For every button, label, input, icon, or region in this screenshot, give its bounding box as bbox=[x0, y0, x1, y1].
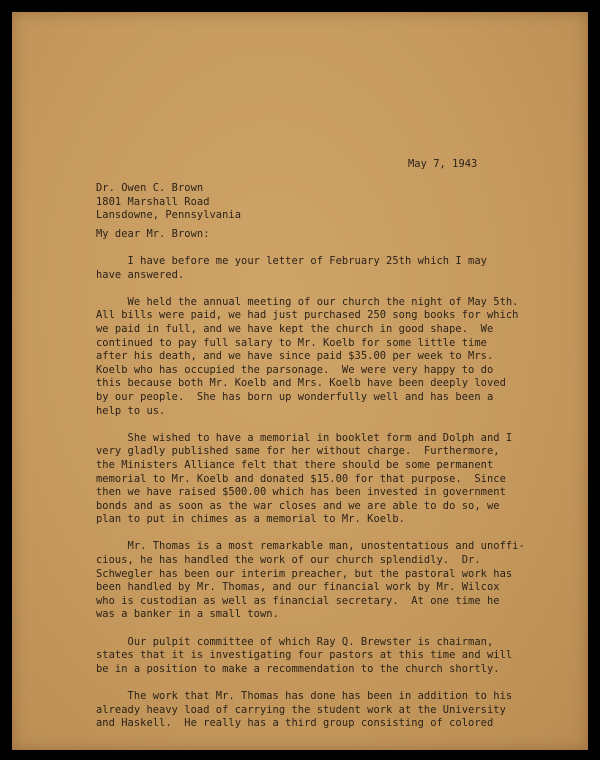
paragraph-line: Our pulpit committee of which Ray Q. Brewster is chairman, bbox=[96, 635, 494, 648]
paragraph-line: cious, he has handled the work of our church splendidly. Dr. bbox=[96, 554, 481, 567]
paragraph-line: have answered. bbox=[96, 268, 185, 281]
letter-page bbox=[12, 12, 588, 750]
paragraph-line: been handled by Mr. Thomas, and our financial work by Mr. Wilcox bbox=[96, 581, 500, 594]
address-line: 1801 Marshall Road bbox=[96, 195, 210, 208]
paragraph-line: The work that Mr. Thomas has done has been in addition to his bbox=[96, 690, 513, 702]
address-line: Lansdowne, Pennsylvania bbox=[96, 209, 242, 222]
paragraph-line: then we have raised $500.00 which has been invested in government bbox=[96, 486, 506, 499]
paragraph-line: after his death, and we have since paid $35.00 per week to Mrs. bbox=[96, 350, 494, 363]
paragraph-line: and Haskell. He really has a third group consisting of colored bbox=[96, 717, 494, 730]
paragraph-line: continued to pay full salary to Mr. Koelb for some little time bbox=[96, 336, 487, 349]
paragraph-line: this because both Mr. Koelb and Mrs. Koelb have been deeply loved bbox=[96, 377, 506, 390]
paragraph-line: states that it is investigating four pastors at this time and will bbox=[96, 649, 513, 662]
paragraph-line: plan to put in chimes as a memorial to Mr. Koelb. bbox=[96, 513, 405, 526]
paragraph-line: Koelb who has occupied the parsonage. We were very happy to do bbox=[96, 363, 494, 376]
paragraph bbox=[96, 690, 566, 731]
recipient-address bbox=[96, 182, 241, 223]
paragraph bbox=[96, 636, 566, 677]
paragraph-line: bonds and as soon as the war closes and we are able to do so, we bbox=[96, 499, 500, 512]
paragraph-line: I have before me your letter of February 25th which I may bbox=[96, 255, 487, 267]
paragraph-line: Schwegler has been our interim preacher, but the pastoral work has bbox=[96, 567, 513, 580]
paragraph-line: We held the annual meeting of our church the night of May 5th. bbox=[96, 295, 519, 308]
letter-body bbox=[96, 255, 566, 744]
salutation: My dear Mr. Brown: bbox=[96, 228, 210, 240]
paragraph-line: be in a position to make a recommendation to the church shortly. bbox=[96, 662, 500, 675]
letter-date: May 7, 1943 bbox=[408, 158, 478, 170]
paragraph-line: She wished to have a memorial in booklet form and Dolph and I bbox=[96, 431, 513, 444]
paragraph-line: who is custodian as well as financial secretary. At one time he bbox=[96, 594, 500, 607]
paragraph bbox=[96, 540, 566, 622]
paragraph-line: very gladly published same for her without charge. Furthermore, bbox=[96, 445, 500, 458]
paragraph bbox=[96, 432, 566, 527]
paragraph-line: help to us. bbox=[96, 404, 166, 417]
paragraph-line: by our people. She has born up wonderfully well and has been a bbox=[96, 390, 494, 403]
paragraph-line: memorial to Mr. Koelb and donated $15.00 for that purpose. Since bbox=[96, 472, 506, 485]
paragraph bbox=[96, 255, 566, 282]
paragraph-line: we paid in full, and we have kept the church in good shape. We bbox=[96, 322, 494, 335]
paragraph bbox=[96, 296, 566, 418]
paragraph-line: already heavy load of carrying the student work at the University bbox=[96, 703, 506, 716]
paragraph-line: was a banker in a small town. bbox=[96, 608, 279, 621]
paragraph-line: the Ministers Alliance felt that there should be some permanent bbox=[96, 458, 494, 471]
paragraph-line: Mr. Thomas is a most remarkable man, unostentatious and unoffi- bbox=[96, 540, 525, 553]
paragraph-line: All bills were paid, we had just purchased 250 song books for which bbox=[96, 309, 519, 322]
address-line: Dr. Owen C. Brown bbox=[96, 182, 204, 194]
